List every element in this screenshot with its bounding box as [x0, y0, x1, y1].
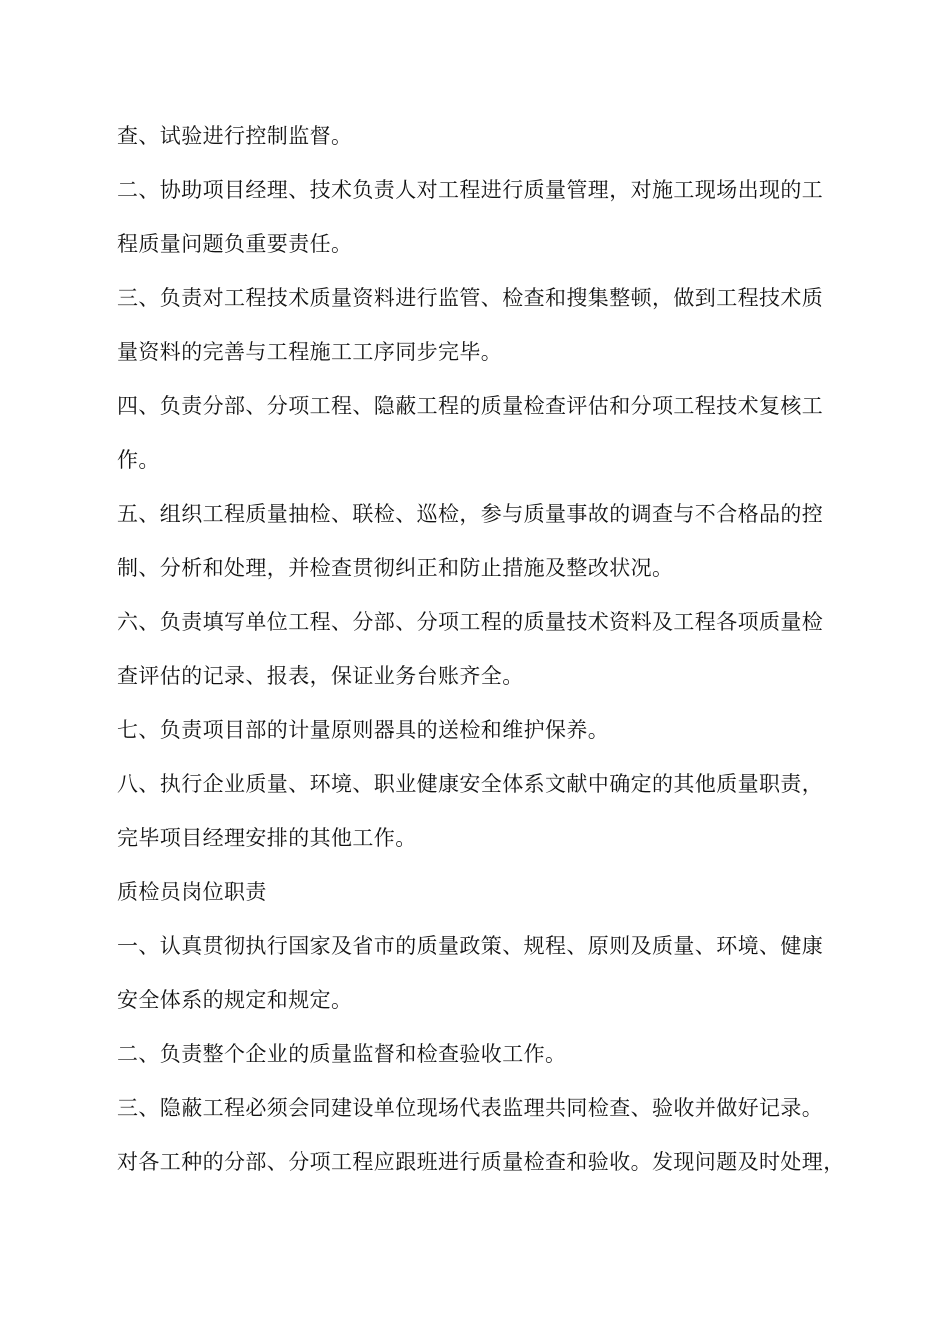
text-line: 二、协助项目经理、技术负责人对工程进行质量管理，对施工现场出现的工 [117, 178, 824, 202]
text-line: 三、负责对工程技术质量资料进行监管、检查和搜集整顿，做到工程技术质 [117, 286, 824, 310]
text-line: 二、负责整个企业的质量监督和检查验收工作。 [117, 1042, 567, 1066]
text-line: 完毕项目经理安排的其他工作。 [117, 826, 417, 850]
text-line: 作。 [117, 448, 160, 472]
text-line: 一、认真贯彻执行国家及省市的质量政策、规程、原则及质量、环境、健康 [117, 934, 824, 958]
text-line: 三、隐蔽工程必须会同建设单位现场代表监理共同检查、验收并做好记录。 [117, 1096, 824, 1120]
text-line: 程质量问题负重要责任。 [117, 232, 353, 256]
text-line: 安全体系的规定和规定。 [117, 988, 353, 1012]
text-line: 对各工种的分部、分项工程应跟班进行质量检查和验收。发现问题及时处理， [117, 1150, 845, 1174]
text-line: 制、分析和处理，并检查贯彻纠正和防止措施及整改状况。 [117, 556, 674, 580]
text-line: 量资料的完善与工程施工工序同步完毕。 [117, 340, 503, 364]
section-heading: 质检员岗位职责 [117, 880, 267, 904]
text-line: 六、负责填写单位工程、分部、分项工程的质量技术资料及工程各项质量检 [117, 610, 824, 634]
text-line: 四、负责分部、分项工程、隐蔽工程的质量检查评估和分项工程技术复核工 [117, 394, 824, 418]
text-line: 七、负责项目部的计量原则器具的送检和维护保养。 [117, 718, 610, 742]
text-line: 查、试验进行控制监督。 [117, 124, 353, 148]
text-line: 查评估的记录、报表，保证业务台账齐全。 [117, 664, 524, 688]
text-line: 八、执行企业质量、环境、职业健康安全体系文献中确定的其他质量职责， [117, 772, 824, 796]
text-line: 五、组织工程质量抽检、联检、巡检，参与质量事故的调查与不合格品的控 [117, 502, 824, 526]
